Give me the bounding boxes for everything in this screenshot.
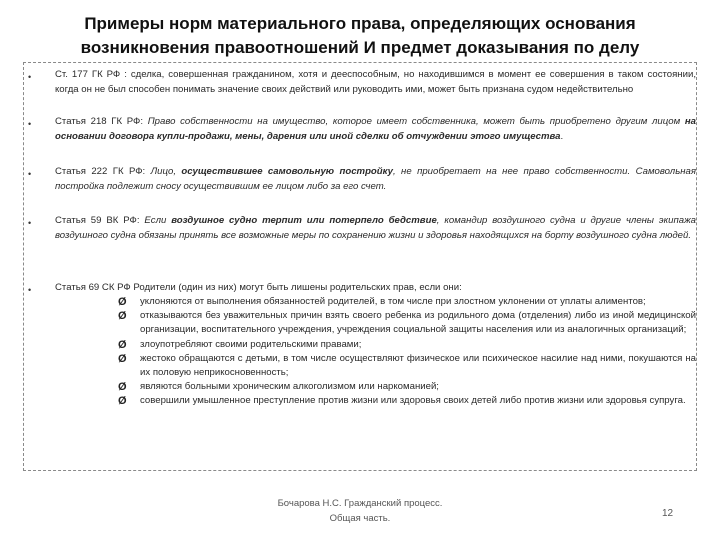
slide-title-line-2: возникновения правоотношений И предмет доказывания по делу [80, 38, 640, 57]
slide-footer [240, 496, 480, 526]
article-222-ref: Статья 222 ГК РФ: [55, 166, 151, 177]
article-69-intro: Статья 69 СК РФ Родители (один из них) могут быть лишены родительских прав, если они: [55, 282, 462, 293]
sublist-item-text: уклоняются от выполнения обязанностей родителей, в том числе при злостном уклонении от уплаты алиментов; [140, 296, 646, 307]
arrow-bullet-icon: Ø [118, 395, 127, 408]
sublist-item [118, 295, 696, 309]
footer-subtitle: Общая часть. [329, 513, 391, 524]
article-177-text: Ст. 177 ГК РФ : сделка, совершенная гражданином, хотя и дееспособным, но находившимся в момент ее совершения в таком состоянии, когда он не был способен понимать значение своих действий или руководить ими, может быть признана судом недействительно [55, 69, 696, 95]
article-218-text: Право собственности на имущество, которое имеет собственника, может быть приобретено другим лицом [147, 116, 685, 127]
article-218-ref: Статья 218 ГК РФ: [55, 116, 148, 127]
arrow-bullet-icon: Ø [118, 352, 127, 365]
sublist-item [118, 309, 696, 337]
bullet-0: • [28, 72, 32, 82]
article-218-end: . [560, 130, 564, 142]
list-item-article-177 [55, 68, 696, 97]
article-59-text-b: , командир воздушного судна и другие члены экипажа воздушного судна обязаны принять все возможные меры по сохранению жизни и здоровья находящихся на борту воздушного судна людей. [55, 215, 697, 241]
article-222-text-b: , не приобретает на нее право собственности. Самовольная постройка подлежит сносу осуществившим ее лицом либо за его счет. [55, 166, 696, 192]
article-218-emphasis: на основании договора купли-продажи, мены, дарения или иной сделки об отчуждении этого имущества [55, 116, 696, 142]
article-59-ref: Статья 59 ВК РФ: [55, 215, 145, 226]
bullet-4: • [28, 285, 32, 295]
page-number: 12 [662, 508, 674, 519]
arrow-bullet-icon: Ø [118, 310, 127, 323]
sublist-item-text: жестоко обращаются с детьми, в том числе осуществляют физическое или психическое насилие над ними, покушаются на их половую неприкосновенность; [140, 352, 696, 379]
article-59-text-a: Если [144, 215, 172, 226]
article-59-emphasis: воздушное судно терпит или потерпело бедствие [171, 215, 437, 226]
slide-title [40, 12, 680, 60]
slide-title-line-1: Примеры норм материального права, определяющих основания [84, 14, 636, 33]
arrow-bullet-icon: Ø [118, 338, 127, 351]
list-item-article-218 [55, 115, 696, 144]
list-item-article-69 [55, 281, 696, 296]
sublist-item [118, 380, 696, 394]
arrow-bullet-icon: Ø [118, 381, 127, 394]
sublist-item [118, 338, 696, 352]
sublist-item-text: совершили умышленное преступление против жизни или здоровья своих детей либо против жизни или здоровья супруга. [140, 395, 686, 407]
list-item-article-59 [55, 214, 696, 243]
bullet-1: • [28, 119, 32, 129]
sublist-item-text: отказываются без уважительных причин взять своего ребенка из родильного дома (отделения) либо из иной медицинской организации, воспитательного учреждения, учреждения социальной защиты населения или из аналогичных организаций; [140, 310, 696, 336]
sublist-item-text: являются больными хроническим алкоголизмом или наркоманией; [140, 381, 439, 393]
article-222-emphasis: осуществившее самовольную постройку [181, 166, 393, 177]
article-69-sublist [118, 295, 696, 409]
bullet-3: • [28, 218, 32, 228]
list-item-article-222 [55, 165, 696, 194]
bullet-2: • [28, 169, 32, 179]
footer-author: Бочарова Н.С. Гражданский процесс. [277, 498, 443, 509]
arrow-bullet-icon: Ø [118, 296, 127, 308]
sublist-item [118, 352, 696, 380]
sublist-item-text: злоупотребляют своими родительскими правами; [140, 338, 362, 350]
sublist-item [118, 394, 696, 408]
article-222-text-a: Лицо, [150, 166, 182, 177]
